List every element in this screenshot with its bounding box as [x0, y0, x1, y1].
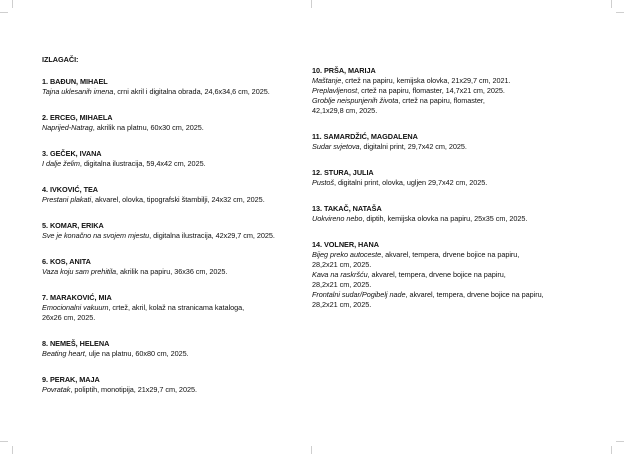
- exhibitor-name: 11. SAMARDŽIĆ, MAGDALENA: [312, 132, 418, 141]
- artwork-line: [42, 87, 312, 97]
- artwork-title: Sudar svjetova: [312, 142, 360, 151]
- artwork-details: , crni akril i digitalna obrada, 24,6x34,6 cm, 2025.: [113, 87, 270, 96]
- exhibitor-entry: [42, 339, 312, 359]
- exhibitor-name: 4. IVKOVIĆ, TEA: [42, 185, 99, 194]
- artwork-details: , digitalni print, 29,7x42 cm, 2025.: [359, 142, 467, 151]
- artwork-details: , akvarel, olovka, tipografski štambilji, 24x32 cm, 2025.: [91, 195, 265, 204]
- exhibitor-name: 8. NEMEŠ, HELENA: [42, 339, 110, 348]
- artwork-title: Tajna uklesanih imena: [42, 87, 114, 96]
- exhibitor-entry: [312, 240, 612, 310]
- artwork-line: [312, 270, 612, 280]
- artwork-title: Preplavljenost: [312, 86, 358, 95]
- artwork-title: Pustoš: [312, 178, 335, 187]
- artwork-details: 28,2x21 cm, 2025.: [312, 260, 372, 269]
- exhibitor-entry: [42, 149, 312, 169]
- artwork-details: , akvarel, tempera, drvene bojice na papiru,: [381, 250, 520, 259]
- artwork-details: , crtež, akril, kolaž na stranicama kataloga,: [108, 303, 245, 312]
- artwork-details: , akvarel, tempera, drvene bojice na papiru,: [367, 270, 506, 279]
- artwork-line: [312, 300, 612, 310]
- exhibitor-entry: [42, 293, 312, 323]
- artwork-details: , crtež na papiru, flomaster, 14,7x21 cm, 2025.: [357, 86, 505, 95]
- exhibitor-entry: [42, 77, 312, 97]
- crop-mark: [616, 12, 624, 13]
- artwork-line: [312, 96, 612, 106]
- exhibitor-entry: [312, 204, 612, 224]
- exhibitor-entry: [42, 113, 312, 133]
- artwork-line: [312, 290, 612, 300]
- artwork-title: Maštanje: [312, 76, 342, 85]
- exhibitor-name: 2. ERCEG, MIHAELA: [42, 113, 113, 122]
- exhibitor-entry: [312, 168, 612, 188]
- artwork-line: [312, 280, 612, 290]
- artwork-line: [42, 123, 312, 133]
- artwork-line: [312, 178, 612, 188]
- artwork-title: Uokvireno nebo: [312, 214, 363, 223]
- artwork-details: , diptih, kemijska olovka na papiru, 25x35 cm, 2025.: [362, 214, 528, 223]
- crop-mark: [12, 446, 13, 454]
- artwork-details: , digitalni print, olovka, ugljen 29,7x42 cm, 2025.: [334, 178, 488, 187]
- exhibitor-name: 7. MARAKOVIĆ, MIA: [42, 293, 112, 302]
- exhibitors-heading: IZLAGAČI:: [42, 55, 79, 64]
- artwork-details: , digitalna ilustracija, 42x29,7 cm, 2025.: [149, 231, 275, 240]
- exhibitor-list-left: [42, 77, 312, 395]
- artwork-line: [312, 214, 612, 224]
- artwork-title: Prestani plakati: [42, 195, 92, 204]
- exhibitor-entry: [42, 257, 312, 277]
- artwork-title: Sve je konačno na svojem mjestu: [42, 231, 150, 240]
- exhibitor-name: 13. TAKAČ, NATAŠA: [312, 204, 382, 213]
- artwork-line: [42, 303, 312, 313]
- crop-mark: [12, 0, 13, 8]
- crop-mark: [0, 441, 8, 442]
- artwork-details: 28,2x21 cm, 2025.: [312, 300, 372, 309]
- artwork-details: , crtež na papiru, flomaster,: [398, 96, 485, 105]
- exhibitor-entry: [312, 132, 612, 152]
- right-column: [312, 66, 612, 326]
- artwork-title: Emocionalni vakuum: [42, 303, 109, 312]
- artwork-title: Groblje neispunjenih života: [312, 96, 399, 105]
- exhibitor-list-right: [312, 66, 612, 310]
- crop-mark: [611, 0, 612, 8]
- artwork-line: [312, 86, 612, 96]
- artwork-line: [42, 231, 312, 241]
- exhibitor-entry: [312, 66, 612, 116]
- artwork-title: Povratak: [42, 385, 71, 394]
- exhibitor-entry: [42, 375, 312, 395]
- artwork-details: , akrilik na platnu, 60x30 cm, 2025.: [92, 123, 204, 132]
- artwork-details: , akrilik na papiru, 36x36 cm, 2025.: [116, 267, 228, 276]
- artwork-title: Beating heart: [42, 349, 85, 358]
- artwork-title: Bijeg preko autoceste: [312, 250, 382, 259]
- crop-mark: [616, 441, 624, 442]
- exhibitor-name: 3. GEČEK, IVANA: [42, 149, 102, 158]
- artwork-details: , crtež na papiru, kemijska olovka, 21x29,7 cm, 2021.: [341, 76, 511, 85]
- artwork-details: 26x26 cm, 2025.: [42, 313, 96, 322]
- fold-mark: [311, 446, 312, 454]
- artwork-details: , ulje na platnu, 60x80 cm, 2025.: [84, 349, 189, 358]
- artwork-line: [42, 159, 312, 169]
- exhibitor-name: 9. PERAK, MAJA: [42, 375, 100, 384]
- artwork-line: [42, 195, 312, 205]
- crop-mark: [611, 446, 612, 454]
- fold-mark: [311, 0, 312, 8]
- artwork-line: [312, 76, 612, 86]
- artwork-line: [312, 260, 612, 270]
- artwork-line: [42, 385, 312, 395]
- artwork-line: [312, 142, 612, 152]
- artwork-title: Kava na raskršću: [312, 270, 368, 279]
- artwork-details: , akvarel, tempera, drvene bojice na papiru,: [405, 290, 544, 299]
- crop-mark: [0, 12, 8, 13]
- artwork-line: [42, 313, 312, 323]
- exhibitor-name: 10. PRŠA, MARIJA: [312, 66, 376, 75]
- artwork-details: , poliptih, monotipija, 21x29,7 cm, 2025.: [70, 385, 197, 394]
- artwork-title: I dalje želim: [42, 159, 80, 168]
- exhibitor-name: 6. KOS, ANITA: [42, 257, 91, 266]
- artwork-title: Naprijed-Natrag: [42, 123, 93, 132]
- exhibitor-entry: [42, 185, 312, 205]
- left-column: [42, 55, 312, 411]
- exhibitor-name: 1. BAĐUN, MIHAEL: [42, 77, 108, 86]
- artwork-line: [312, 106, 612, 116]
- artwork-line: [42, 349, 312, 359]
- artwork-details: 28,2x21 cm, 2025.: [312, 280, 372, 289]
- exhibitor-name: 12. STURA, JULIA: [312, 168, 374, 177]
- exhibitor-name: 5. KOMAR, ERIKA: [42, 221, 104, 230]
- artwork-title: Vaza koju sam prehitila: [42, 267, 117, 276]
- artwork-details: 42,1x29,8 cm, 2025.: [312, 106, 378, 115]
- artwork-line: [42, 267, 312, 277]
- artwork-title: Frontalni sudar/Pogibelj nade: [312, 290, 406, 299]
- artwork-details: , digitalna ilustracija, 59,4x42 cm, 2025.: [79, 159, 206, 168]
- exhibitor-name: 14. VOLNER, HANA: [312, 240, 379, 249]
- artwork-line: [312, 250, 612, 260]
- exhibitor-entry: [42, 221, 312, 241]
